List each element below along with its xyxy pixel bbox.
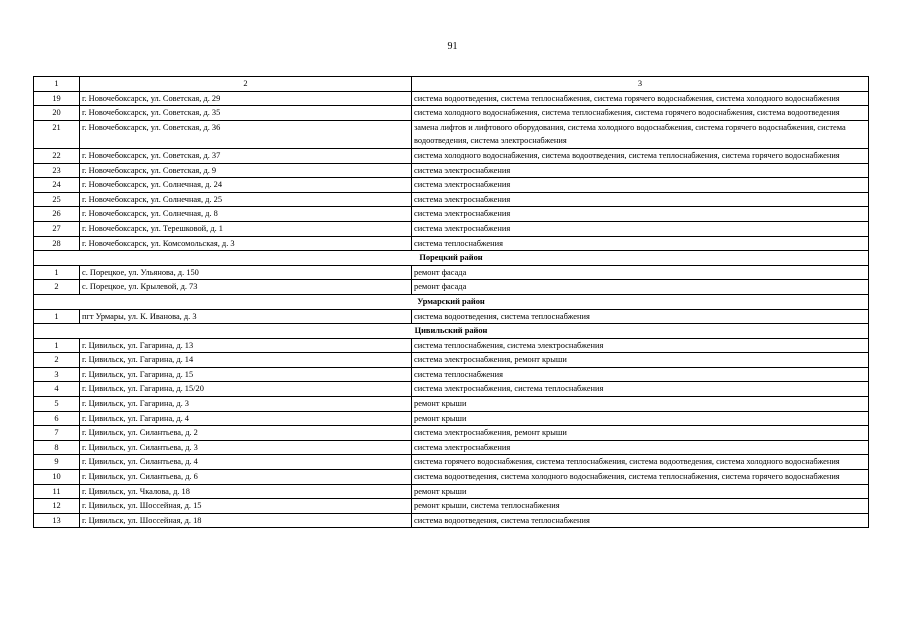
work-type-cell: система холодного водоснабжения, система теплоснабжения, система горячего водоснабжения, система водоотведения [412,106,869,121]
table-row [34,411,869,426]
row-number-cell: 1 [34,309,80,324]
address-cell: г. Новочебоксарск, ул. Терешковой, д. 1 [80,221,412,236]
row-number-cell: 13 [34,513,80,528]
address-cell: г. Цивильск, ул. Силантьева, д. 6 [80,470,412,485]
work-type-cell: система электроснабжения, ремонт крыши [412,426,869,441]
header-cell-1: 1 [34,77,80,92]
row-number-cell: 9 [34,455,80,470]
table-row [34,265,869,280]
work-type-cell: система водоотведения, система теплоснабжения, система горячего водоснабжения, система холодного водоснабжения [412,91,869,106]
address-cell: г. Цивильск, ул. Силантьева, д. 2 [80,426,412,441]
address-cell: г. Новочебоксарск, ул. Советская, д. 35 [80,106,412,121]
work-type-cell: система электроснабжения [412,192,869,207]
work-type-cell: система водоотведения, система теплоснабжения [412,309,869,324]
work-type-cell: система горячего водоснабжения, система теплоснабжения, система водоотведения, система холодного водоснабжения [412,455,869,470]
table-row [34,120,869,148]
table-row [34,338,869,353]
table-row [34,91,869,106]
work-type-cell: замена лифтов и лифтового оборудования, система холодного водоснабжения, система горячего водоснабжения, система водоотведения, система электроснабжения [412,120,869,148]
work-type-cell: ремонт крыши [412,411,869,426]
row-number-cell: 20 [34,106,80,121]
address-cell: г. Цивильск, ул. Гагарина, д. 13 [80,338,412,353]
row-number-cell: 1 [34,265,80,280]
address-cell: г. Цивильск, ул. Гагарина, д. 3 [80,397,412,412]
table-row [34,236,869,251]
page-number: 91 [447,41,458,52]
section-title: Цивильский район [34,324,869,339]
work-type-cell: система холодного водоснабжения, система водоотведения, система теплоснабжения, система горячего водоснабжения [412,148,869,163]
row-number-cell: 28 [34,236,80,251]
address-cell: г. Цивильск, ул. Силантьева, д. 3 [80,440,412,455]
work-type-cell: система электроснабжения [412,163,869,178]
table-row [34,163,869,178]
row-number-cell: 2 [34,353,80,368]
work-type-cell: ремонт крыши [412,397,869,412]
work-type-cell: ремонт фасада [412,280,869,295]
building-works-table [33,76,869,528]
work-type-cell: ремонт крыши, система теплоснабжения [412,499,869,514]
row-number-cell: 25 [34,192,80,207]
row-number-cell: 2 [34,280,80,295]
work-type-cell: система водоотведения, система теплоснабжения [412,513,869,528]
work-type-cell: система водоотведения, система холодного водоснабжения, система теплоснабжения, система горячего водоснабжения [412,470,869,485]
address-cell: пгт Урмары, ул. К. Иванова, д. 3 [80,309,412,324]
table-row [34,207,869,222]
address-cell: г. Новочебоксарск, ул. Солнечная, д. 8 [80,207,412,222]
address-cell: г. Цивильск, ул. Чкалова, д. 18 [80,484,412,499]
row-number-cell: 5 [34,397,80,412]
address-cell: г. Цивильск, ул. Силантьева, д. 4 [80,455,412,470]
work-type-cell: система теплоснабжения [412,367,869,382]
table-row [34,513,869,528]
row-number-cell: 3 [34,367,80,382]
address-cell: г. Новочебоксарск, ул. Советская, д. 29 [80,91,412,106]
row-number-cell: 21 [34,120,80,148]
work-type-cell: ремонт крыши [412,484,869,499]
address-cell: г. Новочебоксарск, ул. Солнечная, д. 24 [80,178,412,193]
table-row [34,178,869,193]
table-row [34,148,869,163]
table-row [34,367,869,382]
work-type-cell: система электроснабжения [412,440,869,455]
address-cell: с. Порецкое, ул. Крылевой, д. 73 [80,280,412,295]
row-number-cell: 19 [34,91,80,106]
header-cell-3: 3 [412,77,869,92]
address-cell: г. Новочебоксарск, ул. Советская, д. 9 [80,163,412,178]
work-type-cell: система электроснабжения [412,221,869,236]
address-cell: г. Новочебоксарск, ул. Советская, д. 36 [80,120,412,148]
table-row [34,440,869,455]
section-title: Урмарский район [34,294,869,309]
table-row [34,382,869,397]
section-row [34,251,869,266]
row-number-cell: 12 [34,499,80,514]
address-cell: г. Цивильск, ул. Гагарина, д. 14 [80,353,412,368]
table-row [34,353,869,368]
address-cell: г. Цивильск, ул. Шоссейная, д. 15 [80,499,412,514]
header-cell-2: 2 [80,77,412,92]
section-title: Порецкий район [34,251,869,266]
table-row [34,470,869,485]
table-row [34,455,869,470]
table-row [34,280,869,295]
row-number-cell: 24 [34,178,80,193]
table-row [34,397,869,412]
address-cell: г. Цивильск, ул. Шоссейная, д. 18 [80,513,412,528]
row-number-cell: 11 [34,484,80,499]
row-number-cell: 23 [34,163,80,178]
section-row [34,324,869,339]
row-number-cell: 10 [34,470,80,485]
row-number-cell: 26 [34,207,80,222]
row-number-cell: 6 [34,411,80,426]
work-type-cell: система электроснабжения, ремонт крыши [412,353,869,368]
table-row [34,106,869,121]
row-number-cell: 22 [34,148,80,163]
table-row [34,309,869,324]
address-cell: с. Порецкое, ул. Ульянова, д. 150 [80,265,412,280]
address-cell: г. Новочебоксарск, ул. Солнечная, д. 25 [80,192,412,207]
address-cell: г. Цивильск, ул. Гагарина, д. 4 [80,411,412,426]
table-header-row [34,77,869,92]
table-row [34,221,869,236]
work-type-cell: система теплоснабжения, система электроснабжения [412,338,869,353]
work-type-cell: система электроснабжения, система теплоснабжения [412,382,869,397]
address-cell: г. Новочебоксарск, ул. Советская, д. 37 [80,148,412,163]
table-row [34,426,869,441]
table-row [34,484,869,499]
section-row [34,294,869,309]
table-row [34,192,869,207]
work-type-cell: система теплоснабжения [412,236,869,251]
table-row [34,499,869,514]
work-type-cell: система электроснабжения [412,178,869,193]
work-type-cell: ремонт фасада [412,265,869,280]
address-cell: г. Новочебоксарск, ул. Комсомольская, д. 3 [80,236,412,251]
row-number-cell: 1 [34,338,80,353]
row-number-cell: 7 [34,426,80,441]
row-number-cell: 4 [34,382,80,397]
address-cell: г. Цивильск, ул. Гагарина, д. 15/20 [80,382,412,397]
row-number-cell: 8 [34,440,80,455]
address-cell: г. Цивильск, ул. Гагарина, д. 15 [80,367,412,382]
work-type-cell: система электроснабжения [412,207,869,222]
row-number-cell: 27 [34,221,80,236]
